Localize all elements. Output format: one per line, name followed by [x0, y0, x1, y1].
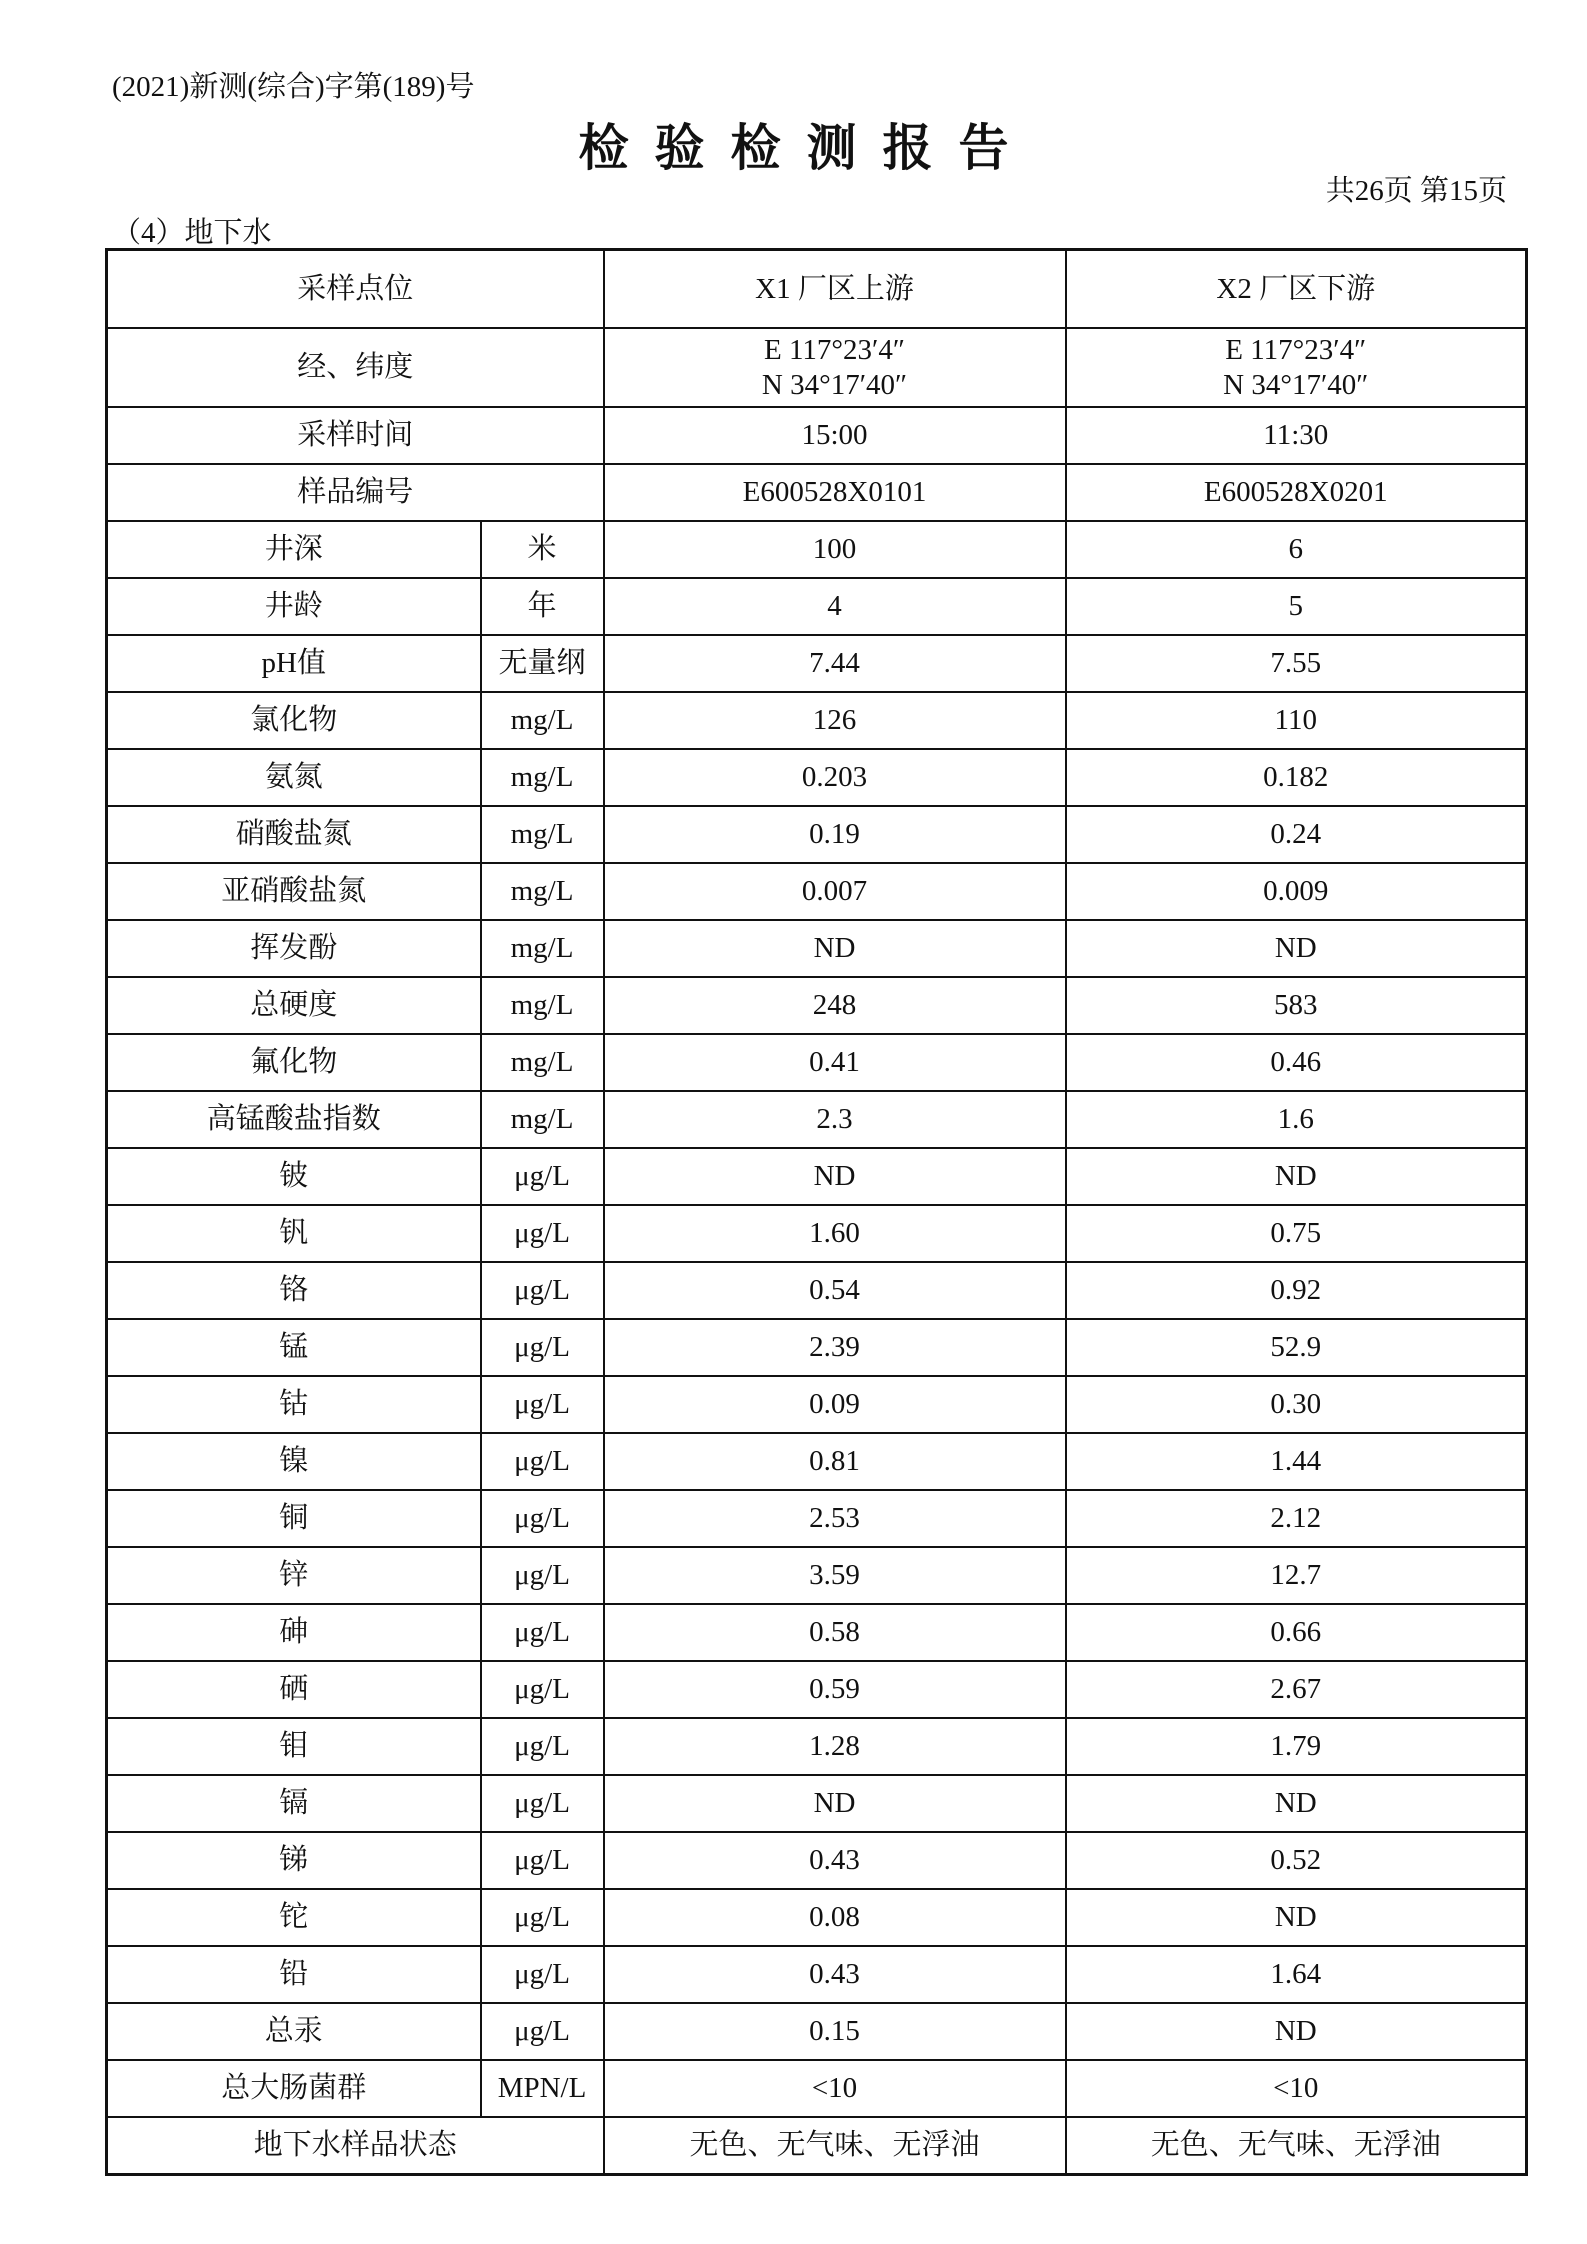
page-info: 共26页 第15页: [1325, 175, 1507, 207]
parameter-name: 氟化物: [107, 1034, 481, 1091]
table-row: [107, 863, 1527, 920]
parameter-name: 氯化物: [107, 692, 481, 749]
value-x1: 0.59: [604, 1661, 1066, 1718]
time-label: 采样时间: [107, 407, 604, 464]
parameter-unit: mg/L: [481, 692, 604, 749]
coords-x1: [604, 328, 1066, 407]
value-x2: 0.009: [1066, 863, 1527, 920]
parameter-unit: μg/L: [481, 1547, 604, 1604]
table-row: [107, 806, 1527, 863]
value-x1: 1.60: [604, 1205, 1066, 1262]
parameter-name: 镉: [107, 1775, 481, 1832]
table-row: [107, 1148, 1527, 1205]
section-label: （4）地下水: [112, 217, 272, 249]
value-x1: 0.41: [604, 1034, 1066, 1091]
parameter-unit: μg/L: [481, 2003, 604, 2060]
value-x2: 12.7: [1066, 1547, 1527, 1604]
parameter-unit: μg/L: [481, 1433, 604, 1490]
value-x2: 52.9: [1066, 1319, 1527, 1376]
coords-x1-lat: N 34°17′40″: [761, 368, 908, 401]
parameter-name: 钼: [107, 1718, 481, 1775]
table-row: [107, 749, 1527, 806]
value-x1: 0.203: [604, 749, 1066, 806]
table-row: [107, 1661, 1527, 1718]
coords-x2-lon: E 117°23′4″: [1225, 333, 1367, 366]
table-row: [107, 1775, 1527, 1832]
value-x2: ND: [1066, 920, 1527, 977]
sample-state-x2: 无色、无气味、无浮油: [1066, 2117, 1527, 2175]
value-x1: 7.44: [604, 635, 1066, 692]
value-x2: 0.24: [1066, 806, 1527, 863]
value-x1: 1.28: [604, 1718, 1066, 1775]
table-row: [107, 1319, 1527, 1376]
parameter-unit: 无量纲: [481, 635, 604, 692]
parameter-name: pH值: [107, 635, 481, 692]
table-row: [107, 1547, 1527, 1604]
value-x2: 1.44: [1066, 1433, 1527, 1490]
table-row: [107, 1946, 1527, 2003]
parameter-unit: μg/L: [481, 1490, 604, 1547]
value-x2: ND: [1066, 1148, 1527, 1205]
parameter-name: 锑: [107, 1832, 481, 1889]
parameter-unit: MPN/L: [481, 2060, 604, 2117]
parameter-name: 高锰酸盐指数: [107, 1091, 481, 1148]
table-row: [107, 1034, 1527, 1091]
value-x1: 0.58: [604, 1604, 1066, 1661]
parameter-unit: μg/L: [481, 1604, 604, 1661]
sample-id-x1: E600528X0101: [604, 464, 1066, 521]
parameter-name: 硝酸盐氮: [107, 806, 481, 863]
groundwater-results-table: [105, 248, 1528, 2176]
value-x2: 0.75: [1066, 1205, 1527, 1262]
parameter-name: 氨氮: [107, 749, 481, 806]
table-row: [107, 1262, 1527, 1319]
table-row: [107, 1091, 1527, 1148]
table-row: [107, 1376, 1527, 1433]
parameter-name: 总大肠菌群: [107, 2060, 481, 2117]
sample-id-label: 样品编号: [107, 464, 604, 521]
value-x1: 0.08: [604, 1889, 1066, 1946]
coords-x2: [1066, 328, 1527, 407]
table-row: [107, 521, 1527, 578]
value-x1: ND: [604, 920, 1066, 977]
table-row: [107, 692, 1527, 749]
table-row: [107, 1205, 1527, 1262]
value-x1: 0.007: [604, 863, 1066, 920]
page-title: 检验检测报告: [578, 119, 1035, 177]
site-label: 采样点位: [107, 250, 604, 329]
value-x1: 0.43: [604, 1946, 1066, 2003]
value-x2: 2.12: [1066, 1490, 1527, 1547]
value-x1: 2.53: [604, 1490, 1066, 1547]
value-x2: 7.55: [1066, 635, 1527, 692]
parameter-unit: mg/L: [481, 977, 604, 1034]
parameter-name: 砷: [107, 1604, 481, 1661]
time-x1: 15:00: [604, 407, 1066, 464]
parameter-unit: μg/L: [481, 1889, 604, 1946]
parameter-name: 铍: [107, 1148, 481, 1205]
value-x2: 0.30: [1066, 1376, 1527, 1433]
value-x2: 1.6: [1066, 1091, 1527, 1148]
coords-label: 经、纬度: [107, 328, 604, 407]
value-x1: 100: [604, 521, 1066, 578]
header-row-time: [107, 407, 1527, 464]
parameter-unit: μg/L: [481, 1262, 604, 1319]
table-row: [107, 920, 1527, 977]
parameter-unit: mg/L: [481, 863, 604, 920]
table-row: [107, 2060, 1527, 2117]
parameter-unit: μg/L: [481, 1148, 604, 1205]
sample-id-x2: E600528X0201: [1066, 464, 1527, 521]
value-x1: 126: [604, 692, 1066, 749]
parameter-name: 钴: [107, 1376, 481, 1433]
table-row: [107, 1604, 1527, 1661]
value-x1: 2.39: [604, 1319, 1066, 1376]
parameter-unit: μg/L: [481, 1205, 604, 1262]
header-row-sample-id: [107, 464, 1527, 521]
parameter-name: 井龄: [107, 578, 481, 635]
parameter-unit: 米: [481, 521, 604, 578]
value-x2: 0.52: [1066, 1832, 1527, 1889]
value-x1: 248: [604, 977, 1066, 1034]
table-row: [107, 1433, 1527, 1490]
parameter-name: 总硬度: [107, 977, 481, 1034]
parameter-unit: mg/L: [481, 749, 604, 806]
parameter-name: 亚硝酸盐氮: [107, 863, 481, 920]
parameter-name: 锰: [107, 1319, 481, 1376]
value-x2: 6: [1066, 521, 1527, 578]
value-x2: 0.66: [1066, 1604, 1527, 1661]
table-row: [107, 977, 1527, 1034]
parameter-unit: mg/L: [481, 1034, 604, 1091]
value-x1: 2.3: [604, 1091, 1066, 1148]
value-x1: ND: [604, 1148, 1066, 1205]
table-body: [107, 250, 1527, 2175]
value-x1: 0.19: [604, 806, 1066, 863]
value-x2: 583: [1066, 977, 1527, 1034]
parameter-unit: mg/L: [481, 920, 604, 977]
site-x2: X2 厂区下游: [1066, 250, 1527, 329]
header-row-coords: [107, 328, 1527, 407]
table-row: [107, 578, 1527, 635]
value-x2: 5: [1066, 578, 1527, 635]
parameter-name: 镍: [107, 1433, 481, 1490]
parameter-name: 铅: [107, 1946, 481, 2003]
value-x1: 0.09: [604, 1376, 1066, 1433]
sample-state-x1: 无色、无气味、无浮油: [604, 2117, 1066, 2175]
table-row: [107, 635, 1527, 692]
coords-x1-lon: E 117°23′4″: [764, 333, 905, 366]
coords-x2-lat: N 34°17′40″: [1223, 368, 1369, 401]
value-x2: 0.182: [1066, 749, 1527, 806]
parameter-name: 锌: [107, 1547, 481, 1604]
table-row: [107, 1718, 1527, 1775]
parameter-unit: 年: [481, 578, 604, 635]
parameter-name: 钒: [107, 1205, 481, 1262]
sample-state-label: 地下水样品状态: [107, 2117, 604, 2175]
parameter-unit: μg/L: [481, 1661, 604, 1718]
value-x2: 2.67: [1066, 1661, 1527, 1718]
parameter-name: 总汞: [107, 2003, 481, 2060]
value-x2: 1.79: [1066, 1718, 1527, 1775]
value-x1: 0.54: [604, 1262, 1066, 1319]
parameter-name: 铜: [107, 1490, 481, 1547]
parameter-unit: μg/L: [481, 1946, 604, 2003]
parameter-name: 井深: [107, 521, 481, 578]
value-x1: <10: [604, 2060, 1066, 2117]
value-x2: 0.92: [1066, 1262, 1527, 1319]
value-x1: 0.81: [604, 1433, 1066, 1490]
parameter-unit: μg/L: [481, 1376, 604, 1433]
value-x2: ND: [1066, 2003, 1527, 2060]
parameter-unit: μg/L: [481, 1775, 604, 1832]
parameter-name: 铊: [107, 1889, 481, 1946]
value-x1: 4: [604, 578, 1066, 635]
table-row: [107, 2003, 1527, 2060]
parameter-name: 铬: [107, 1262, 481, 1319]
parameter-unit: μg/L: [481, 1718, 604, 1775]
value-x2: 0.46: [1066, 1034, 1527, 1091]
time-x2: 11:30: [1066, 407, 1527, 464]
site-x1: X1 厂区上游: [604, 250, 1066, 329]
document-number: (2021)新测(综合)字第(189)号: [112, 71, 475, 103]
value-x2: 110: [1066, 692, 1527, 749]
table-row: [107, 1490, 1527, 1547]
value-x2: ND: [1066, 1889, 1527, 1946]
value-x2: <10: [1066, 2060, 1527, 2117]
parameter-name: 挥发酚: [107, 920, 481, 977]
parameter-unit: μg/L: [481, 1832, 604, 1889]
table-row: [107, 1832, 1527, 1889]
value-x2: ND: [1066, 1775, 1527, 1832]
value-x2: 1.64: [1066, 1946, 1527, 2003]
value-x1: ND: [604, 1775, 1066, 1832]
parameter-unit: mg/L: [481, 1091, 604, 1148]
header-row-site: [107, 250, 1527, 329]
value-x1: 0.15: [604, 2003, 1066, 2060]
parameter-name: 硒: [107, 1661, 481, 1718]
value-x1: 0.43: [604, 1832, 1066, 1889]
parameter-unit: μg/L: [481, 1319, 604, 1376]
value-x1: 3.59: [604, 1547, 1066, 1604]
table-row: [107, 1889, 1527, 1946]
sample-state-row: [107, 2117, 1527, 2175]
parameter-unit: mg/L: [481, 806, 604, 863]
